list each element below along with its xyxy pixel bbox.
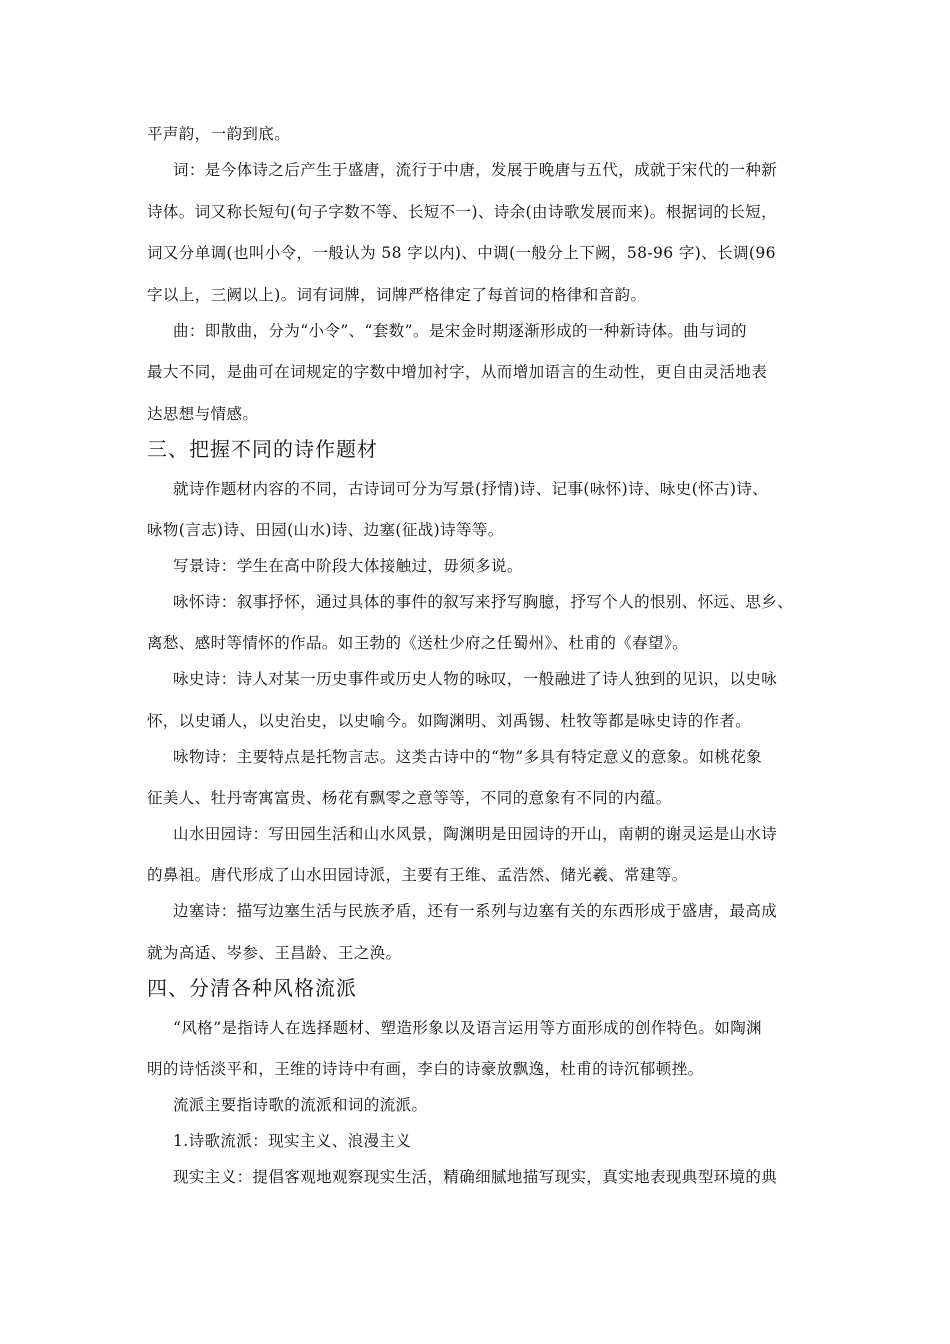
paragraph-line: 达思想与情感。 <box>147 405 259 423</box>
paragraph-line: 怀，以史诵人，以史治史，以史喻今。如陶渊明、刘禹锡、杜牧等都是咏史诗的作者。 <box>147 712 752 730</box>
paragraph-line: 咏怀诗：叙事抒怀，通过具体的事件的叙写来抒写胸臆，抒写个人的恨别、怀远、思乡、 <box>173 593 794 611</box>
paragraph-line: 流派主要指诗歌的流派和词的流派。 <box>173 1096 428 1114</box>
section-heading-3: 三、把握不同的诗作题材 <box>147 437 378 461</box>
paragraph-line: 词：是今体诗之后产生于盛唐，流行于中唐，发展于晚唐与五代，成就于宋代的一种新 <box>173 161 778 179</box>
paragraph-line: 最大不同，是曲可在词规定的字数中增加衬字，从而增加语言的生动性，更自由灵活地表 <box>147 363 768 381</box>
section-heading-4: 四、分清各种风格流派 <box>147 976 357 1000</box>
paragraph-line: 曲：即散曲，分为“小令”、“套数”。是宋金时期逐渐形成的一种新诗体。曲与词的 <box>173 322 747 340</box>
paragraph-line: 诗体。词又称长短句(句子字数不等、长短不一)、诗余(由诗歌发展而来)。根据词的长短， <box>147 203 777 221</box>
paragraph-line: 的鼻祖。唐代形成了山水田园诗派，主要有王维、孟浩然、储光羲、常建等。 <box>147 866 688 884</box>
paragraph-line: 征美人、牡丹寄寓富贵、杨花有飘零之意等等，不同的意象有不同的内蕴。 <box>147 789 672 807</box>
paragraph-line: 1.诗歌流派：现实主义、浪漫主义 <box>173 1132 412 1150</box>
paragraph-line: 离愁、感时等情怀的作品。如王勃的《送杜少府之任蜀州》、杜甫的《春望》。 <box>147 634 689 652</box>
paragraph-line: 就为高适、岑参、王昌龄、王之涣。 <box>147 944 402 962</box>
paragraph-line: 咏物(言志)诗、田园(山水)诗、边塞(征战)诗等等。 <box>147 521 504 539</box>
paragraph-line: 山水田园诗：写田园生活和山水风景，陶渊明是田园诗的开山，南朝的谢灵运是山水诗 <box>173 825 778 843</box>
paragraph-line: 明的诗恬淡平和，王维的诗诗中有画，李白的诗豪放飘逸，杜甫的诗沉郁顿挫。 <box>147 1060 704 1078</box>
paragraph-line: 咏史诗：诗人对某一历史事件或历史人物的咏叹，一般融进了诗人独到的见识，以史咏 <box>173 670 778 688</box>
paragraph-line: 就诗作题材内容的不同，古诗词可分为写景(抒情)诗、记事(咏怀)诗、咏史(怀古)诗、 <box>173 480 769 498</box>
paragraph-line: 咏物诗：主要特点是托物言志。这类古诗中的“物”多具有特定意义的意象。如桃花象 <box>173 748 763 766</box>
paragraph-line: 字以上，三阙以上)。词有词牌，词牌严格律定了每首词的格律和音韵。 <box>147 286 647 304</box>
paragraph-line: 词又分单调(也叫小令，一般认为 58 字以内)、中调(一般分上下阙，58-96 字)、长调(96 <box>147 244 776 262</box>
paragraph-line: 写景诗：学生在高中阶段大体接触过，毋须多说。 <box>173 557 523 575</box>
paragraph-line: “风格”是指诗人在选择题材、塑造形象以及语言运用等方面形成的创作特色。如陶渊 <box>173 1019 763 1037</box>
paragraph-line: 平声韵，一韵到底。 <box>147 125 291 143</box>
paragraph-line: 现实主义：提倡客观地观察现实生活，精确细腻地描写现实，真实地表现典型环境的典 <box>173 1168 778 1186</box>
paragraph-line: 边塞诗：描写边塞生活与民族矛盾，还有一系列与边塞有关的东西形成于盛唐，最高成 <box>173 902 778 920</box>
